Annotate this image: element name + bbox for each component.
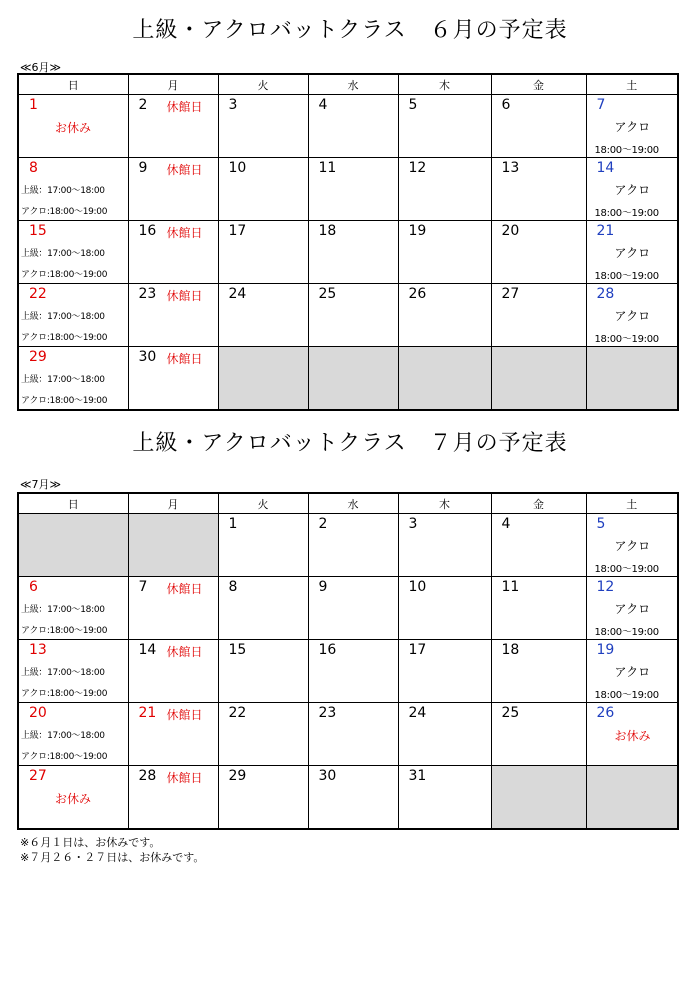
day-cell — [18, 284, 128, 347]
day-cell — [218, 158, 308, 221]
weekday-header — [18, 493, 678, 514]
day-cell — [128, 766, 218, 830]
day-cell — [491, 640, 586, 703]
day-cell — [308, 221, 398, 284]
day-cell — [18, 703, 128, 766]
day-number: 16 — [138, 223, 157, 239]
june-title: 上級・アクロバットクラス ６月の予定表 — [132, 18, 568, 43]
day-off-label: お休み — [55, 792, 92, 806]
day-cell — [398, 95, 491, 158]
day-number: 21 — [138, 705, 157, 721]
day-cell — [491, 284, 586, 347]
day-number: 22 — [228, 705, 247, 721]
day-number: 20 — [501, 223, 520, 239]
day-cell — [308, 640, 398, 703]
day-cell — [218, 640, 308, 703]
day-number: 18 — [501, 642, 520, 658]
weekday-mon: 月 — [128, 74, 218, 95]
weekday-thu: 木 — [398, 74, 491, 95]
day-cell — [586, 158, 678, 221]
blank-cell — [491, 766, 586, 830]
advanced-time: 上級：17:00～18:00 — [21, 312, 105, 322]
acro-label: アクロ — [614, 309, 651, 323]
day-cell — [218, 221, 308, 284]
day-cell — [586, 514, 678, 577]
weekday-thu: 木 — [398, 493, 491, 514]
day-cell — [398, 766, 491, 830]
day-cell — [128, 347, 218, 411]
day-number: 6 — [29, 579, 38, 595]
day-number: 8 — [228, 579, 238, 595]
day-number: 19 — [408, 223, 427, 239]
acro-time: アクロ:18:00～19:00 — [21, 752, 108, 762]
day-number: 5 — [596, 516, 606, 532]
day-number: 8 — [29, 160, 38, 176]
acro-time: 18:00～19:00 — [594, 334, 659, 345]
acro-label: アクロ — [614, 120, 651, 134]
day-number: 3 — [408, 516, 418, 532]
day-cell — [491, 221, 586, 284]
july-week-2 — [18, 577, 678, 640]
blank-cell — [128, 514, 218, 577]
weekday-sun: 日 — [18, 74, 128, 95]
day-number: 5 — [408, 97, 418, 113]
day-number: 15 — [29, 223, 47, 239]
day-cell — [491, 95, 586, 158]
day-number: 1 — [228, 516, 238, 532]
day-number: 15 — [228, 642, 247, 658]
weekday-sat: 土 — [586, 493, 678, 514]
july-calendar — [17, 492, 679, 830]
day-number: 18 — [318, 223, 337, 239]
weekday-fri: 金 — [491, 493, 586, 514]
advanced-time: 上級：17:00～18:00 — [21, 605, 105, 615]
weekday-wed: 水 — [308, 493, 398, 514]
day-cell — [18, 766, 128, 830]
day-cell — [128, 577, 218, 640]
weekday-wed: 水 — [308, 74, 398, 95]
acro-time: 18:00～19:00 — [594, 627, 659, 638]
day-number: 25 — [318, 286, 337, 302]
acro-label: アクロ — [614, 665, 651, 679]
day-number: 19 — [596, 642, 615, 658]
day-number: 6 — [501, 97, 511, 113]
day-number: 22 — [29, 286, 47, 302]
day-number: 10 — [228, 160, 247, 176]
day-cell — [18, 221, 128, 284]
day-cell — [128, 158, 218, 221]
june-week-4 — [18, 284, 678, 347]
day-number: 24 — [228, 286, 247, 302]
day-cell — [586, 577, 678, 640]
day-cell — [308, 577, 398, 640]
day-cell — [308, 514, 398, 577]
blank-cell — [398, 347, 491, 411]
day-cell — [586, 284, 678, 347]
july-week-5 — [18, 766, 678, 830]
day-cell — [128, 703, 218, 766]
day-number: 27 — [29, 768, 47, 784]
advanced-time: 上級：17:00～18:00 — [21, 186, 105, 196]
june-week-5 — [18, 347, 678, 411]
day-cell — [218, 284, 308, 347]
day-cell — [586, 703, 678, 766]
day-cell — [491, 577, 586, 640]
june-calendar — [17, 73, 679, 411]
day-number: 30 — [318, 768, 337, 784]
day-number: 12 — [596, 579, 615, 595]
day-cell — [398, 514, 491, 577]
day-cell — [308, 95, 398, 158]
blank-cell — [18, 514, 128, 577]
weekday-fri: 金 — [491, 74, 586, 95]
day-cell — [398, 158, 491, 221]
acro-time: 18:00～19:00 — [594, 690, 659, 701]
weekday-sat: 土 — [586, 74, 678, 95]
day-cell — [491, 158, 586, 221]
day-cell — [128, 284, 218, 347]
day-number: 4 — [501, 516, 511, 532]
day-number: 14 — [596, 160, 615, 176]
day-cell — [218, 703, 308, 766]
june-week-1 — [18, 95, 678, 158]
day-number: 13 — [501, 160, 520, 176]
closed-label: 休館日 — [166, 771, 203, 785]
day-number: 26 — [408, 286, 427, 302]
day-number: 24 — [408, 705, 427, 721]
day-number: 9 — [318, 579, 328, 595]
closed-label: 休館日 — [166, 352, 203, 366]
acro-time: アクロ:18:00～19:00 — [21, 270, 108, 280]
acro-time: アクロ:18:00～19:00 — [21, 396, 108, 406]
day-number: 31 — [408, 768, 427, 784]
day-cell — [128, 95, 218, 158]
advanced-time: 上級：17:00～18:00 — [21, 375, 105, 385]
july-week-3 — [18, 640, 678, 703]
day-number: 23 — [138, 286, 157, 302]
day-cell — [18, 158, 128, 221]
day-cell — [128, 640, 218, 703]
day-cell — [586, 221, 678, 284]
july-title: 上級・アクロバットクラス ７月の予定表 — [132, 431, 568, 456]
day-number: 29 — [29, 349, 47, 365]
closed-label: 休館日 — [166, 100, 203, 114]
weekday-tue: 火 — [218, 74, 308, 95]
day-cell — [398, 284, 491, 347]
closed-label: 休館日 — [166, 645, 203, 659]
day-cell — [586, 95, 678, 158]
day-cell — [308, 158, 398, 221]
day-number: 12 — [408, 160, 427, 176]
day-cell — [18, 640, 128, 703]
blank-cell — [586, 766, 678, 830]
blank-cell — [218, 347, 308, 411]
weekday-tue: 火 — [218, 493, 308, 514]
day-cell — [218, 95, 308, 158]
day-number: 11 — [501, 579, 520, 595]
day-cell — [308, 703, 398, 766]
footnote-june: ※６月１日は、お休みです。 — [20, 836, 161, 849]
day-number: 28 — [138, 768, 157, 784]
day-number: 21 — [596, 223, 615, 239]
day-number: 20 — [29, 705, 47, 721]
day-number: 9 — [138, 160, 148, 176]
day-cell — [398, 703, 491, 766]
closed-label: 休館日 — [166, 163, 203, 177]
day-cell — [398, 640, 491, 703]
day-number: 25 — [501, 705, 520, 721]
day-cell — [218, 766, 308, 830]
acro-time: アクロ:18:00～19:00 — [21, 207, 108, 217]
closed-label: 休館日 — [166, 226, 203, 240]
day-cell — [491, 703, 586, 766]
day-off-label: お休み — [55, 121, 92, 135]
advanced-time: 上級：17:00～18:00 — [21, 668, 105, 678]
day-cell — [308, 766, 398, 830]
day-cell — [218, 577, 308, 640]
day-number: 7 — [138, 579, 148, 595]
acro-time: アクロ:18:00～19:00 — [21, 689, 108, 699]
day-number: 3 — [228, 97, 238, 113]
day-number: 23 — [318, 705, 337, 721]
day-number: 2 — [318, 516, 328, 532]
day-number: 28 — [596, 286, 615, 302]
blank-cell — [308, 347, 398, 411]
day-number: 13 — [29, 642, 47, 658]
day-number: 17 — [228, 223, 247, 239]
day-number: 7 — [596, 97, 606, 113]
advanced-time: 上級：17:00～18:00 — [21, 731, 105, 741]
july-month-label: ≪7月≫ — [20, 478, 62, 491]
july-week-4 — [18, 703, 678, 766]
blank-cell — [586, 347, 678, 411]
day-cell — [398, 577, 491, 640]
day-cell — [18, 577, 128, 640]
day-number: 26 — [596, 705, 615, 721]
acro-time: アクロ:18:00～19:00 — [21, 626, 108, 636]
day-off-label: お休み — [614, 729, 651, 743]
weekday-mon: 月 — [128, 493, 218, 514]
day-number: 14 — [138, 642, 157, 658]
day-cell — [398, 221, 491, 284]
acro-label: アクロ — [614, 602, 651, 616]
advanced-time: 上級：17:00～18:00 — [21, 249, 105, 259]
day-number: 16 — [318, 642, 337, 658]
acro-label: アクロ — [614, 246, 651, 260]
acro-time: 18:00～19:00 — [594, 145, 659, 156]
day-number: 30 — [138, 349, 157, 365]
day-number: 2 — [138, 97, 148, 113]
june-week-3 — [18, 221, 678, 284]
day-cell — [218, 514, 308, 577]
weekday-header — [18, 74, 678, 95]
acro-time: 18:00～19:00 — [594, 564, 659, 575]
closed-label: 休館日 — [166, 289, 203, 303]
day-number: 11 — [318, 160, 337, 176]
day-cell — [491, 514, 586, 577]
closed-label: 休館日 — [166, 708, 203, 722]
day-cell — [308, 284, 398, 347]
day-number: 4 — [318, 97, 328, 113]
june-month-label: ≪6月≫ — [20, 61, 62, 74]
day-number: 10 — [408, 579, 427, 595]
acro-time: 18:00～19:00 — [594, 208, 659, 219]
day-number: 27 — [501, 286, 520, 302]
day-number: 29 — [228, 768, 247, 784]
closed-label: 休館日 — [166, 582, 203, 596]
footnotes — [20, 835, 204, 865]
acro-time: 18:00～19:00 — [594, 271, 659, 282]
blank-cell — [491, 347, 586, 411]
acro-label: アクロ — [614, 183, 651, 197]
day-cell — [128, 221, 218, 284]
day-number: 1 — [29, 97, 38, 113]
day-cell — [18, 95, 128, 158]
june-week-2 — [18, 158, 678, 221]
weekday-sun: 日 — [18, 493, 128, 514]
acro-time: アクロ:18:00～19:00 — [21, 333, 108, 343]
day-cell — [586, 640, 678, 703]
acro-label: アクロ — [614, 539, 651, 553]
footnote-july: ※７月２６・２７日は、お休みです。 — [20, 851, 205, 864]
day-cell — [18, 347, 128, 411]
day-number: 17 — [408, 642, 427, 658]
july-week-1 — [18, 514, 678, 577]
